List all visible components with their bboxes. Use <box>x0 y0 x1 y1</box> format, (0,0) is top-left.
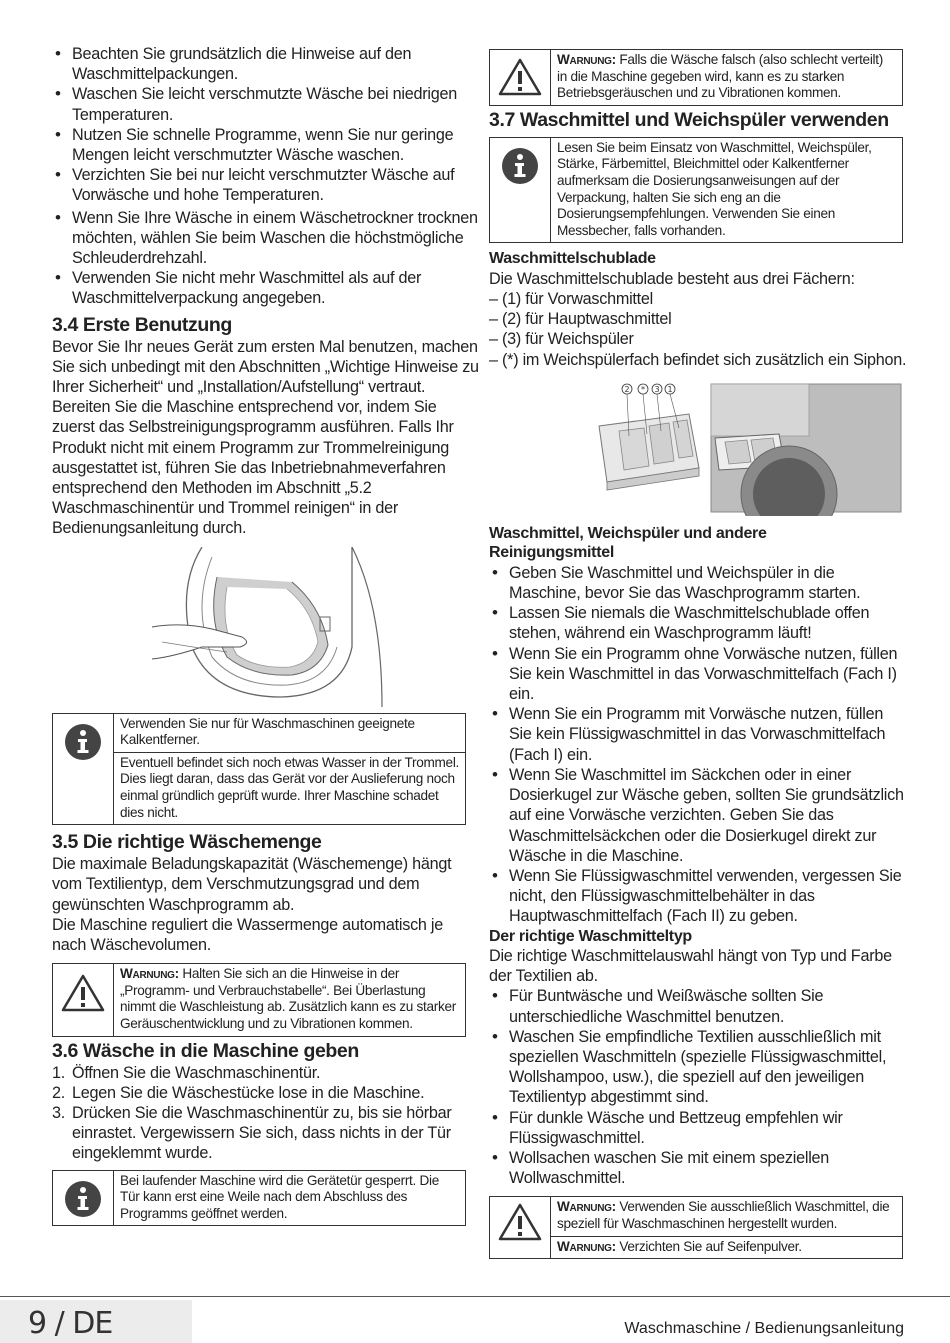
list-item: • Wenn Sie Flüssigwaschmittel verwenden, vergessen Sie nicht, den Flüssigwaschmittelbehälter in das Hauptwaschmittelfach (Fach II) zu geben. <box>489 866 909 927</box>
drawer-item: – (1) für Vorwaschmittel <box>489 290 654 309</box>
info-text: Eventuell befindet sich noch etwas Wasser in der Trommel. Dies liegt daran, dass das Gerät vor der Auslieferung noch einmal gründlich geprüft wurde. Ihrer Maschine schadet dies nicht. <box>114 752 465 824</box>
detergent-type-title: Der richtige Waschmitteltyp <box>489 927 692 945</box>
footer-title: Waschmaschine / Bedienungsanleitung <box>624 1320 904 1337</box>
list-item: 1. Öffnen Sie die Waschmaschinentür. <box>52 1063 321 1082</box>
section-text-3-4: Bevor Sie Ihr neues Gerät zum ersten Mal benutzen, machen Sie sich unbedingt mit den Abschnitten „Wichtige Hinweise zu Ihrer Sicherheit“ und „Installation/Aufstellung“ vertraut. Bereiten Sie die Maschine entsprechend vor, indem Sie zuerst das Selbstreinigungsprogramm ausführen. Falls Ihr Produkt nicht mit einem Programm zur Trommelreinigung ausgestattet ist, führen Sie das Inbetriebnahmeverfahren entsprechend den Methoden im Abschnitt „5.2 Waschmaschinentür und Trommel reinigen“ in der Bedienungsanleitung durch. <box>52 337 479 538</box>
washing-machine-door-image <box>52 547 480 707</box>
list-item: • Wenn Sie Waschmittel im Säckchen oder in einer Dosierkugel zur Wäsche geben, sollten Sie grundsätzlich auf eine Vorwäsche verzichten. Geben Sie das Waschmittelsäckchen oder die Dosierkugel direkt zur Wäsche in die Maschine. <box>489 765 909 866</box>
svg-text:1: 1 <box>667 384 673 394</box>
info-text: Bei laufender Maschine wird die Gerätetür gesperrt. Die Tür kann erst eine Weile nach dem Abschluss des Programms geöffnet werden. <box>120 1172 439 1221</box>
left-column <box>52 44 480 1226</box>
info-box <box>52 1170 466 1227</box>
detergent-list <box>489 563 909 927</box>
svg-text:*: * <box>641 384 645 394</box>
info-icon <box>53 1171 113 1226</box>
warning-box <box>52 963 466 1036</box>
section-title-3-7: 3.7 Waschmittel und Weichspüler verwenden <box>489 108 889 131</box>
list-item: • Nutzen Sie schnelle Programme, wenn Sie nur geringe Mengen leicht verschmutzter Wäsche waschen. <box>52 125 480 165</box>
warning-icon <box>490 50 550 105</box>
warning-label: Warnung: <box>557 1238 616 1254</box>
list-item: • Waschen Sie leicht verschmutzte Wäsche bei niedrigen Temperaturen. <box>52 84 480 124</box>
warning-label: Warnung: <box>557 52 616 67</box>
warning-box <box>489 1196 903 1259</box>
list-item: 3. Drücken Sie die Waschmaschinentür zu, bis sie hörbar einrastet. Vergewissern Sie sich, dass nichts in der Tür eingeklemmt wurde. <box>52 1104 452 1163</box>
info-icon <box>53 714 113 825</box>
warning-text: Falls die Wäsche falsch (also schlecht verteilt) in die Maschine gegeben wird, kann es zu starken Betriebsgeräuschen und zu Vibrationen kommen. <box>557 52 883 101</box>
warning-label: Warnung: <box>557 1199 616 1215</box>
drawer-item: – (*) im Weichspülerfach befindet sich zusätzlich ein Siphon. <box>489 350 907 369</box>
drawer-item: – (2) für Hauptwaschmittel <box>489 310 672 329</box>
list-item: • Wollsachen waschen Sie mit einem speziellen Wollwaschmittel. <box>489 1148 909 1188</box>
list-item: • Verzichten Sie bei nur leicht verschmutzter Wäsche auf Vorwäsche und hohe Temperaturen. <box>52 165 480 205</box>
svg-text:3: 3 <box>654 384 660 394</box>
list-item: • Waschen Sie empfindliche Textilien ausschließlich mit speziellen Waschmitteln (spezielle Flüssigwaschmittel, Wollshampoo, usw.), die speziell auf den jeweiligen Textilientyp abgestimmt sind. <box>489 1027 909 1108</box>
section-title-3-4: 3.4 Erste Benutzung <box>52 313 232 336</box>
steps-list <box>52 1063 480 1164</box>
warning-text: Verzichten Sie auf Seifenpulver. <box>619 1238 802 1254</box>
detergent-type-text: Die richtige Waschmittelauswahl hängt von Typ und Farbe der Textilien ab. <box>489 947 892 986</box>
section-text-3-5b: Die Maschine reguliert die Wassermenge automatisch je nach Wäschevolumen. <box>52 915 444 955</box>
page-number: 9 / DE <box>28 1306 113 1341</box>
warning-icon <box>53 964 113 1035</box>
list-item: • Wenn Sie Ihre Wäsche in einem Wäschetrockner trocknen möchten, wählen Sie beim Waschen die höchstmögliche Schleuderdrehzahl. <box>52 208 480 269</box>
list-item: • Wenn Sie ein Programm mit Vorwäsche nutzen, füllen Sie kein Flüssigwaschmittel in das Vorwaschmittelfach (Fach I) ein. <box>489 704 909 765</box>
detergent-title: Waschmittel, Weichspüler und andere Reinigungsmittel <box>489 524 767 562</box>
info-text: Verwenden Sie nur für Waschmaschinen geeignete Kalkentferner. <box>120 715 415 748</box>
list-item: • Für dunkle Wäsche und Bettzeug empfehlen wir Flüssigwaschmittel. <box>489 1108 909 1148</box>
warning-label: Warnung: <box>120 966 179 982</box>
drawer-title: Waschmittelschublade <box>489 250 656 268</box>
list-item: 2. Legen Sie die Wäschestücke lose in die Maschine. <box>52 1083 425 1102</box>
section-title-3-5: 3.5 Die richtige Wäschemenge <box>52 831 322 854</box>
drawer-item: – (3) für Weichspüler <box>489 330 634 349</box>
detergent-drawer-image <box>489 376 909 516</box>
warning-box <box>489 49 903 106</box>
right-column <box>489 49 909 1259</box>
detergent-type-list <box>489 986 909 1188</box>
warning-text: Halten Sie sich an die Hinweise in der „Programm- und Verbrauchstabelle“. Bei Überlastung nimmt die Waschleistung ab. Zusätzlich kann es zu starker Geräuschentwicklung und zu Vibrationen kommen. <box>120 966 456 1032</box>
list-item: • Wenn Sie ein Programm ohne Vorwäsche nutzen, füllen Sie kein Waschmittel in das Vorwaschmittelfach (Fach I) ein. <box>489 644 909 705</box>
warning-text: Verwenden Sie ausschließlich Waschmittel, die speziell für Waschmaschinen hergestellt wurden. <box>557 1199 890 1232</box>
list-item: • Verwenden Sie nicht mehr Waschmittel als auf der Waschmittelverpackung angegeben. <box>52 268 480 308</box>
list-item: • Geben Sie Waschmittel und Weichspüler in die Maschine, bevor Sie das Waschprogramm starten. <box>489 563 909 603</box>
info-box <box>489 137 903 244</box>
list-item: • Für Buntwäsche und Weißwäsche sollten Sie unterschiedliche Waschmittel benutzen. <box>489 986 909 1026</box>
footer-divider <box>0 1296 950 1297</box>
warning-icon <box>490 1197 550 1258</box>
section-text-3-5: Die maximale Beladungskapazität (Wäschemenge) hängt vom Textilientyp, dem Verschmutzungsgrad und dem gewünschten Waschprogramm ab. <box>52 855 452 914</box>
info-box <box>52 713 466 826</box>
list-item: • Beachten Sie grundsätzlich die Hinweise auf den Waschmittelpackungen. <box>52 44 480 84</box>
svg-text:2: 2 <box>624 384 630 394</box>
door-illustration <box>52 547 480 707</box>
info-text: Lesen Sie beim Einsatz von Waschmittel, Weichspüler, Stärke, Färbemittel, Bleichmittel oder Kalkentferner aufmerksam die Dosierungsanweisungen auf der Verpackung, halten Sie sich eng an die Dosierungsempfehlungen. Verwenden Sie einen Messbecher, falls vorhanden. <box>557 139 872 238</box>
drawer-illustration <box>489 376 909 516</box>
list-item: • Lassen Sie niemals die Waschmittelschublade offen stehen, während ein Waschprogramm läuft! <box>489 603 909 643</box>
section-title-3-6: 3.6 Wäsche in die Maschine geben <box>52 1039 359 1062</box>
info-icon <box>490 138 550 243</box>
drawer-intro: Die Waschmittelschublade besteht aus drei Fächern: <box>489 269 855 288</box>
tips-list <box>52 44 480 309</box>
